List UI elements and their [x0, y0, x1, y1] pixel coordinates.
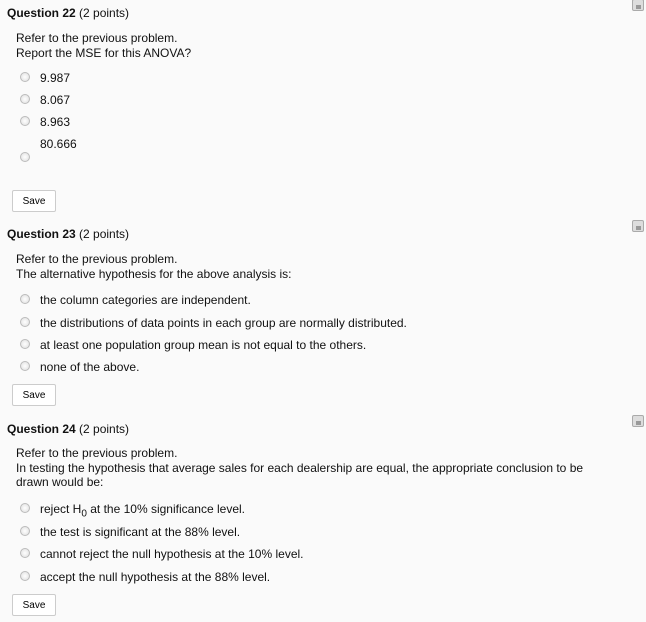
question-text: Refer to the previous problem. The alternative hypothesis for the above analysis is: [16, 252, 292, 281]
question-text: Refer to the previous problem. Report the MSE for this ANOVA? [16, 31, 192, 60]
save-disk-icon[interactable] [632, 415, 644, 427]
radio-button[interactable] [20, 94, 30, 104]
radio-button[interactable] [20, 339, 30, 349]
radio-button[interactable] [20, 317, 30, 327]
question-title: Question 22 (2 points) [7, 6, 130, 20]
radio-button[interactable] [20, 361, 30, 371]
save-button[interactable]: Save [12, 190, 56, 212]
save-button[interactable]: Save [12, 594, 56, 616]
radio-button[interactable] [20, 152, 30, 162]
question-text: Refer to the previous problem. In testing the hypothesis that average sales for each dealership are equal, the appropriate conclusion to be drawn would be: [16, 446, 584, 489]
radio-button[interactable] [20, 571, 30, 581]
question-title: Question 23 (2 points) [7, 227, 130, 241]
radio-button[interactable] [20, 526, 30, 536]
save-disk-icon[interactable] [632, 220, 644, 232]
save-disk-icon[interactable] [632, 0, 644, 11]
radio-button[interactable] [20, 72, 30, 82]
radio-button[interactable] [20, 503, 30, 513]
radio-button[interactable] [20, 294, 30, 304]
radio-button[interactable] [20, 116, 30, 126]
question-title: Question 24 (2 points) [7, 422, 130, 436]
radio-button[interactable] [20, 548, 30, 558]
save-button[interactable]: Save [12, 384, 56, 406]
